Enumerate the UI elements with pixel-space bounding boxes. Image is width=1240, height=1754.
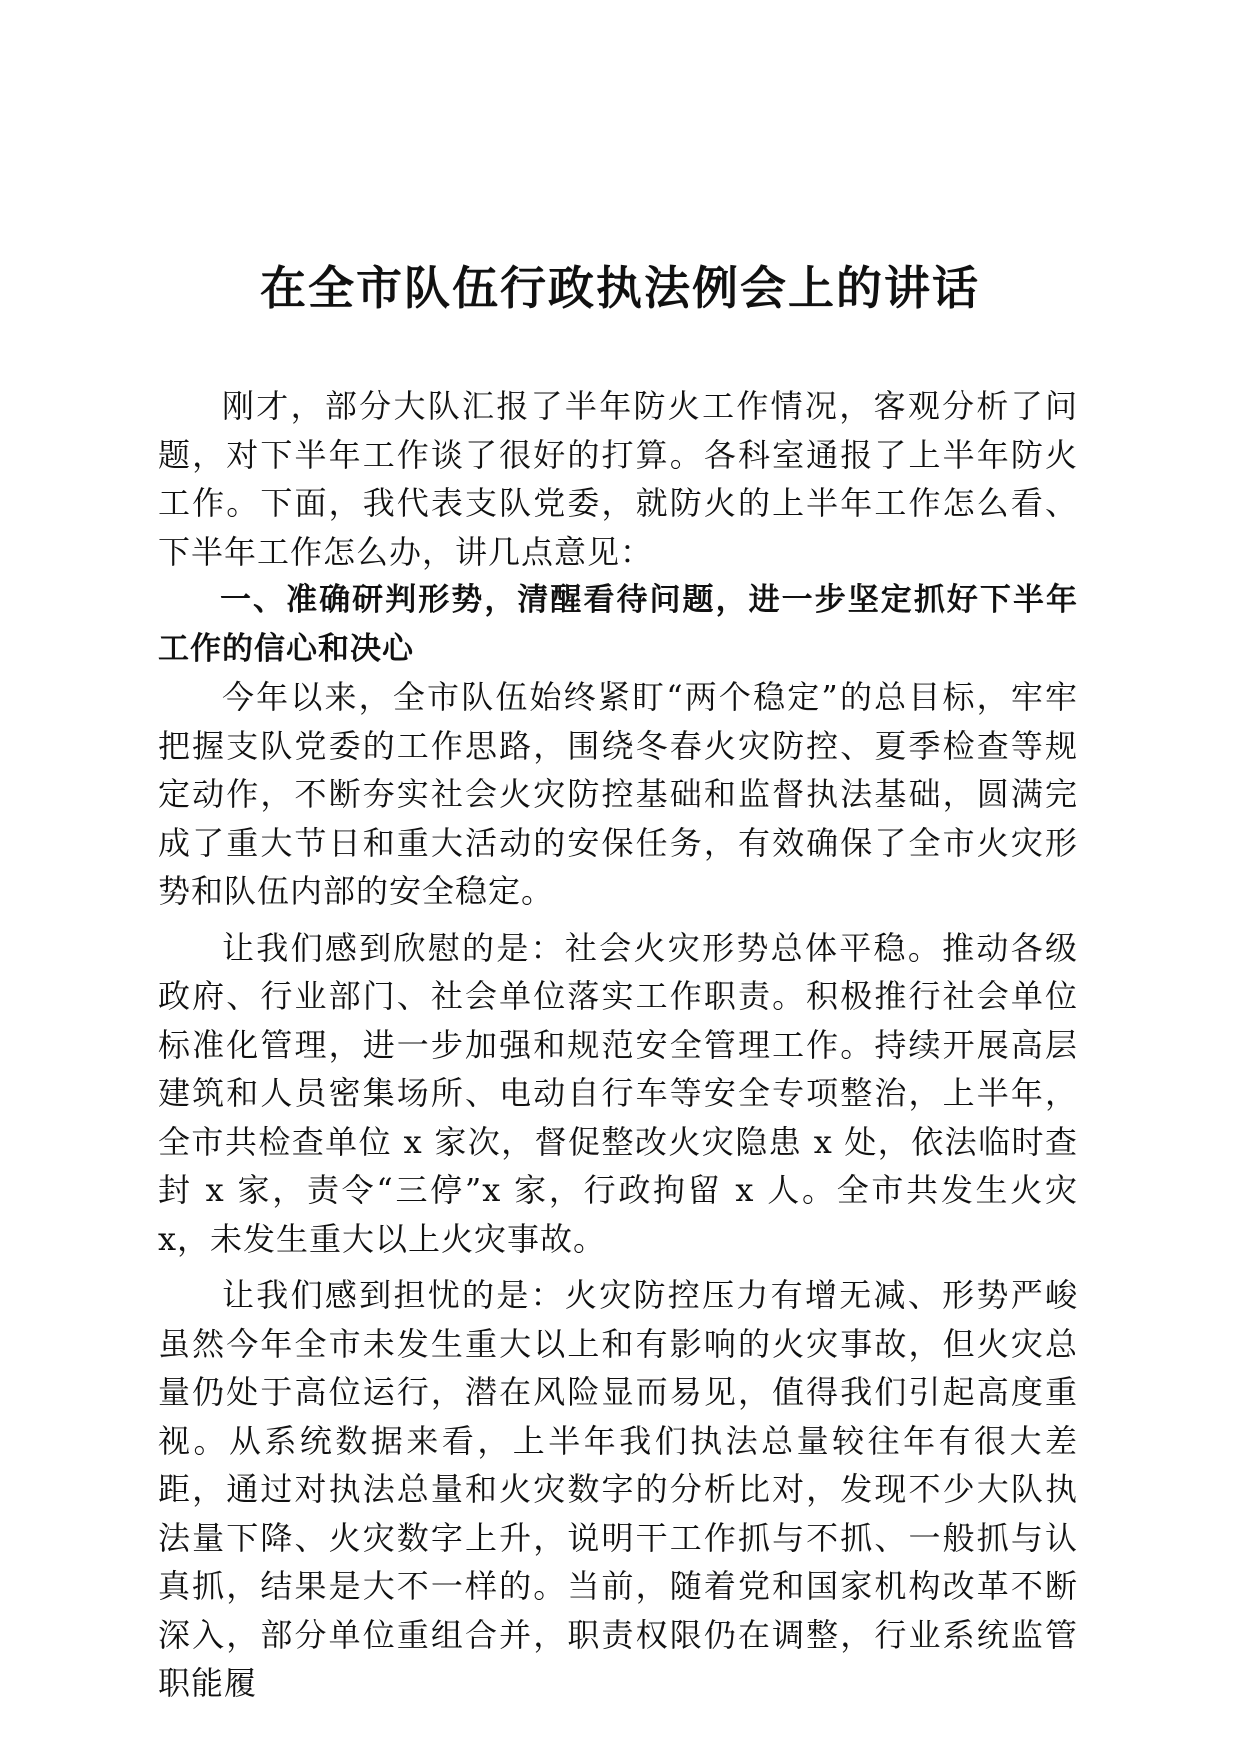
document-title: 在全市队伍行政执法例会上的讲话	[260, 261, 980, 315]
paragraph-concern: 让我们感到担忧的是：火灾防控压力有增无减、形势严峻虽然今年全市未发生重大以上和有影响的火灾事故，但火灾总量仍处于高位运行，潜在风险显而易见，值得我们引起高度重视。从系统数据来看，上半年我们执法总量较往年有很大差距，通过对执法总量和火灾数字的分析比对，发现不少大队执法量下降、火灾数字上升，说明干工作抓与不抓、一般抓与认真抓，结果是大不一样的。当前，随着党和国家机构改革不断深入，部分单位重组合并，职责权限仍在调整，行业系统监管职能履	[158, 1276, 1078, 1702]
paragraph-positive: 让我们感到欣慰的是：社会火灾形势总体平稳。推动各级政府、行业部门、社会单位落实工作职责。积极推行社会单位标准化管理，进一步加强和规范安全管理工作。持续开展高层建筑和人员密集场所、电动自行车等安全专项整治，上半年，全市共检查单位 x 家次，督促整改火灾隐患 x 处，依法临时查封 x 家，责令“三停”x 家，行政拘留 x 人。全市共发生火灾 x，未发生重大以上火灾事故。	[158, 928, 1078, 1258]
document-body	[158, 382, 1078, 1708]
section-heading-1: 一、准确研判形势，清醒看待问题，进一步坚定抓好下半年工作的信心和决心	[158, 582, 1078, 667]
paragraph-overview: 今年以来，全市队伍始终紧盯“两个稳定”的总目标，牢牢把握支队党委的工作思路，围绕冬春火灾防控、夏季检查等规定动作，不断夯实社会火灾防控基础和监督执法基础，圆满完成了重大节日和重大活动的安保任务，有效确保了全市火灾形势和队伍内部的安全稳定。	[158, 678, 1078, 910]
paragraph-intro: 刚才，部分大队汇报了半年防火工作情况，客观分析了问题，对下半年工作谈了很好的打算。各科室通报了上半年防火工作。下面，我代表支队党委，就防火的上半年工作怎么看、下半年工作怎么办，讲几点意见：	[158, 387, 1078, 571]
